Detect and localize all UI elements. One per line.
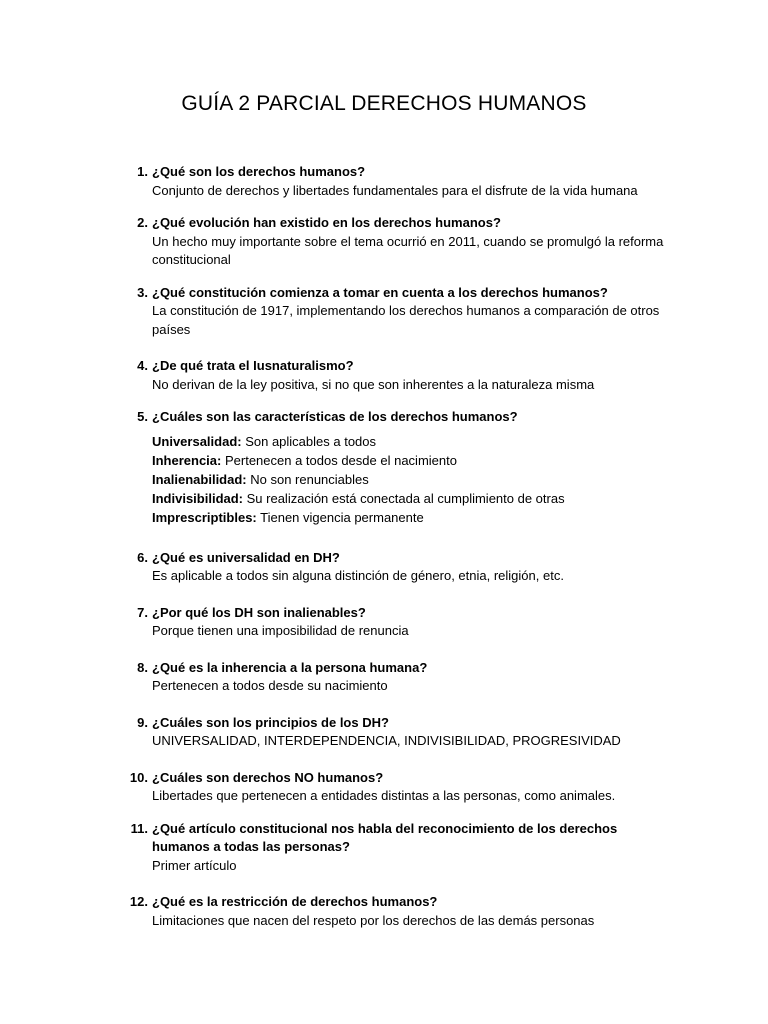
characteristic-description: No son renunciables xyxy=(246,471,369,487)
characteristic-term: Imprescriptibles: xyxy=(152,509,257,525)
question-number: 10. xyxy=(129,769,148,785)
question-text: ¿Por qué los DH son inalienables? xyxy=(152,604,366,620)
question-text: ¿Cuáles son los principios de los DH? xyxy=(152,714,389,730)
answer-text: No derivan de la ley positiva, si no que son inherentes a la naturaleza misma xyxy=(152,376,595,392)
question-number: 5. xyxy=(137,409,148,424)
answer-text: Pertenecen a todos desde su nacimiento xyxy=(152,678,388,693)
question-number: 4. xyxy=(137,358,148,373)
characteristic-description: Su realización está conectada al cumplimiento de otras xyxy=(243,490,565,506)
question-item-1 xyxy=(124,163,664,200)
document-title: GUÍA 2 PARCIAL DERECHOS HUMANOS xyxy=(181,92,587,115)
question-item-7 xyxy=(124,604,664,641)
question-list xyxy=(124,163,664,930)
question-item-4 xyxy=(124,357,664,394)
question-item-11 xyxy=(124,820,664,876)
question-item-9 xyxy=(124,714,664,751)
question-item-8 xyxy=(124,659,664,696)
question-item-10 xyxy=(124,769,664,806)
characteristic-item xyxy=(152,489,664,508)
characteristic-item xyxy=(152,432,664,451)
question-text: ¿Qué evolución han existido en los derechos humanos? xyxy=(152,215,501,230)
question-item-3 xyxy=(124,284,664,340)
characteristic-term: Inherencia: xyxy=(152,452,222,468)
question-item-6 xyxy=(124,549,664,586)
question-number: 7. xyxy=(137,604,148,620)
question-number: 3. xyxy=(137,284,148,300)
question-number: 12. xyxy=(129,894,148,909)
answer-text: Un hecho muy importante sobre el tema ocurrió en 2011, cuando se promulgó la reforma constitucional xyxy=(152,233,664,267)
characteristic-item xyxy=(152,451,664,470)
answer-text: Libertades que pertenecen a entidades distintas a las personas, como animales. xyxy=(152,788,616,803)
question-text: ¿Qué es universalidad en DH? xyxy=(152,549,340,565)
question-number: 1. xyxy=(137,164,148,179)
question-number: 11. xyxy=(130,820,148,836)
question-text: ¿Cuáles son derechos NO humanos? xyxy=(152,769,384,785)
characteristic-term: Universalidad: xyxy=(152,433,242,449)
question-number: 6. xyxy=(137,549,148,565)
question-text: ¿Qué artículo constitucional nos habla del reconocimiento de los derechos humanos a todas las personas? xyxy=(152,820,618,854)
characteristic-description: Tienen vigencia permanente xyxy=(256,509,424,525)
answer-text: La constitución de 1917, implementando los derechos humanos a comparación de otros países xyxy=(152,303,660,337)
question-number: 9. xyxy=(137,714,148,730)
question-text: ¿Qué constitución comienza a tomar en cuenta a los derechos humanos? xyxy=(152,284,608,300)
characteristics-list xyxy=(152,432,664,527)
characteristic-term: Inalienabilidad: xyxy=(152,471,247,487)
characteristic-description: Son aplicables a todos xyxy=(241,433,377,449)
question-number: 2. xyxy=(137,215,148,230)
answer-text: Porque tienen una imposibilidad de renuncia xyxy=(152,623,409,638)
characteristic-item xyxy=(152,508,664,527)
answer-text: UNIVERSALIDAD, INTERDEPENDENCIA, INDIVISIBILIDAD, PROGRESIVIDAD xyxy=(152,733,621,748)
answer-text: Primer artículo xyxy=(152,857,237,873)
question-item-2 xyxy=(124,214,664,270)
question-item-12 xyxy=(124,893,664,930)
answer-text: Limitaciones que nacen del respeto por los derechos de las demás personas xyxy=(152,912,595,928)
question-number: 8. xyxy=(137,659,148,675)
question-text: ¿Qué son los derechos humanos? xyxy=(152,164,366,179)
question-text: ¿Qué es la inherencia a la persona humana? xyxy=(152,659,428,675)
question-item-5 xyxy=(124,408,664,527)
characteristic-description: Pertenecen a todos desde el nacimiento xyxy=(221,452,457,468)
answer-text: Es aplicable a todos sin alguna distinción de género, etnia, religión, etc. xyxy=(152,568,564,583)
question-text: ¿De qué trata el Iusnaturalismo? xyxy=(152,358,354,373)
question-text: ¿Cuáles son las características de los derechos humanos? xyxy=(152,409,518,424)
characteristic-item xyxy=(152,470,664,489)
answer-text: Conjunto de derechos y libertades fundamentales para el disfrute de la vida humana xyxy=(152,182,638,198)
characteristic-term: Indivisibilidad: xyxy=(152,490,244,506)
question-text: ¿Qué es la restricción de derechos humanos? xyxy=(152,894,438,909)
